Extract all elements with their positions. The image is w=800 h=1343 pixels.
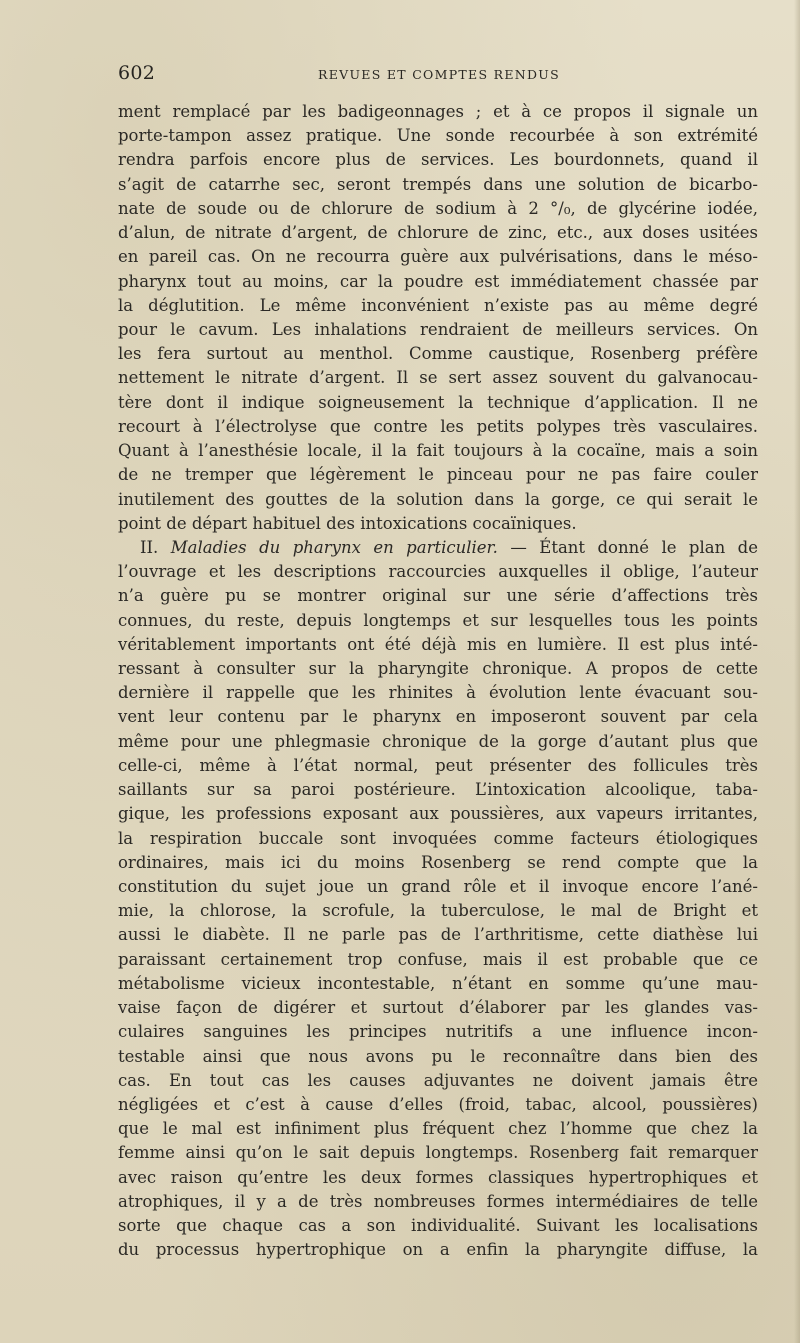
page-number: 602: [118, 62, 156, 84]
text-line: constitution du sujet joue un grand rôle et il invoque encore l’ané-: [118, 877, 758, 896]
text-line: saillants sur sa paroi postérieure. L’intoxication alcoolique, taba-: [118, 780, 758, 800]
text-line: celle-ci, même à l’état normal, peut présenter des follicules très: [118, 755, 758, 775]
text-line: ordinaires, mais ici du moins Rosenberg se rend compte que la: [118, 852, 758, 872]
text-line: les fera surtout au menthol. Comme caustique, Rosenberg préfère: [118, 344, 758, 364]
section-number: II.: [140, 537, 159, 557]
text-line: culaires sanguines les principes nutritifs a une influence incon-: [118, 1022, 758, 1042]
page-edge-shadow: [794, 0, 800, 1343]
text-line: porte-tampon assez pratique. Une sonde recourbée à son extrémité: [118, 126, 758, 146]
text-line: paraissant certainement trop confuse, mais il est probable que ce: [118, 949, 758, 969]
page-header: [118, 62, 758, 88]
text-line: rendra parfois encore plus de services. Les bourdonnets, quand il: [118, 150, 758, 170]
text-line: avec raison qu’entre les deux formes classiques hypertrophiques et: [118, 1167, 758, 1187]
text-line: en pareil cas. On ne recourra guère aux pulvérisations, dans le méso-: [118, 247, 758, 267]
text-line: gique, les professions exposant aux poussières, aux vapeurs irritantes,: [118, 804, 758, 824]
text-line: aussi le diabète. Il ne parle pas de l’arthritisme, cette diathèse lui: [118, 925, 758, 945]
text-line: n’a guère pu se montrer original sur une série d’affections très: [118, 586, 758, 606]
text-line: nettement le nitrate d’argent. Il se sert assez souvent du galvanocau-: [118, 368, 758, 388]
text-line: d’alun, de nitrate d’argent, de chlorure de zinc, etc., aux doses usitées: [118, 223, 758, 243]
section-title: Maladies du pharynx en particulier.: [170, 537, 498, 557]
text-line: sorte que chaque cas a son individualité. Suivant les localisations: [118, 1216, 758, 1236]
text-line: ment remplacé par les badigeonnages ; et à ce propos il signale un: [118, 102, 758, 121]
text-line: du processus hypertrophique on a enfin la pharyngite diffuse, la: [118, 1240, 758, 1260]
text-line: dernière il rappelle que les rhinites à évolution lente évacuant sou-: [118, 683, 758, 703]
text-line: mie, la chlorose, la scrofule, la tuberculose, le mal de Bright et: [118, 901, 758, 921]
text-line: métabolisme vicieux incontestable, n’étant en somme qu’une mau-: [118, 973, 758, 993]
running-title: REVUES ET COMPTES RENDUS: [318, 67, 561, 82]
text-line: la déglutition. Le même inconvénient n’existe pas au même degré: [118, 295, 758, 315]
text-line: Quant à l’anesthésie locale, il la fait toujours à la cocaïne, mais a soin: [118, 441, 758, 461]
text-line: l’ouvrage et les descriptions raccourcies auxquelles il oblige, l’auteur: [118, 562, 758, 582]
body-text: [118, 100, 758, 1263]
text-line: testable ainsi que nous avons pu le reconnaître dans bien des: [118, 1046, 758, 1066]
section-first-line-text: — Étant donné le plan de: [510, 537, 758, 557]
text-line: atrophiques, il y a de très nombreuses formes intermédiaires de telle: [118, 1191, 758, 1211]
text-line: cas. En tout cas les causes adjuvantes ne doivent jamais être: [118, 1070, 758, 1090]
section-heading-line: [118, 536, 758, 560]
text-line: inutilement des gouttes de la solution dans la gorge, ce qui serait le: [118, 489, 758, 509]
text-line: nate de soude ou de chlorure de sodium à 2 °/₀, de glycérine iodée,: [118, 198, 758, 218]
text-line: ressant à consulter sur la pharyngite chronique. A propos de cette: [118, 659, 758, 679]
text-line-paragraph-end: point de départ habituel des intoxications cocaïniques.: [118, 513, 577, 533]
text-line: s’agit de catarrhe sec, seront trempés dans une solution de bicarbo-: [118, 174, 758, 194]
text-line: véritablement importants ont été déjà mis en lumière. Il est plus inté-: [118, 634, 758, 654]
text-line: recourt à l’électrolyse que contre les petits polypes très vasculaires.: [118, 416, 758, 436]
text-line: même pour une phlegmasie chronique de la gorge d’autant plus que: [118, 731, 758, 751]
text-line: tère dont il indique soigneusement la technique d’application. Il ne: [118, 392, 758, 412]
text-line: vaise façon de digérer et surtout d’élaborer par les glandes vas-: [118, 998, 758, 1018]
text-line: pharynx tout au moins, car la poudre est immédiatement chassée par: [118, 271, 758, 291]
text-line: que le mal est infiniment plus fréquent chez l’homme que chez la: [118, 1119, 758, 1139]
text-line: de ne tremper que légèrement le pinceau pour ne pas faire couler: [118, 465, 758, 485]
text-line: pour le cavum. Les inhalations rendraient de meilleurs services. On: [118, 319, 758, 339]
text-line: négligées et c’est à cause d’elles (froid, tabac, alcool, poussières): [118, 1094, 758, 1114]
text-line: connues, du reste, depuis longtemps et sur lesquelles tous les points: [118, 610, 758, 630]
text-line: la respiration buccale sont invoquées comme facteurs étiologiques: [118, 828, 758, 848]
text-line: femme ainsi qu’on le sait depuis longtemps. Rosenberg fait remarquer: [118, 1143, 758, 1163]
text-line: vent leur contenu par le pharynx en imposeront souvent par cela: [118, 707, 758, 727]
